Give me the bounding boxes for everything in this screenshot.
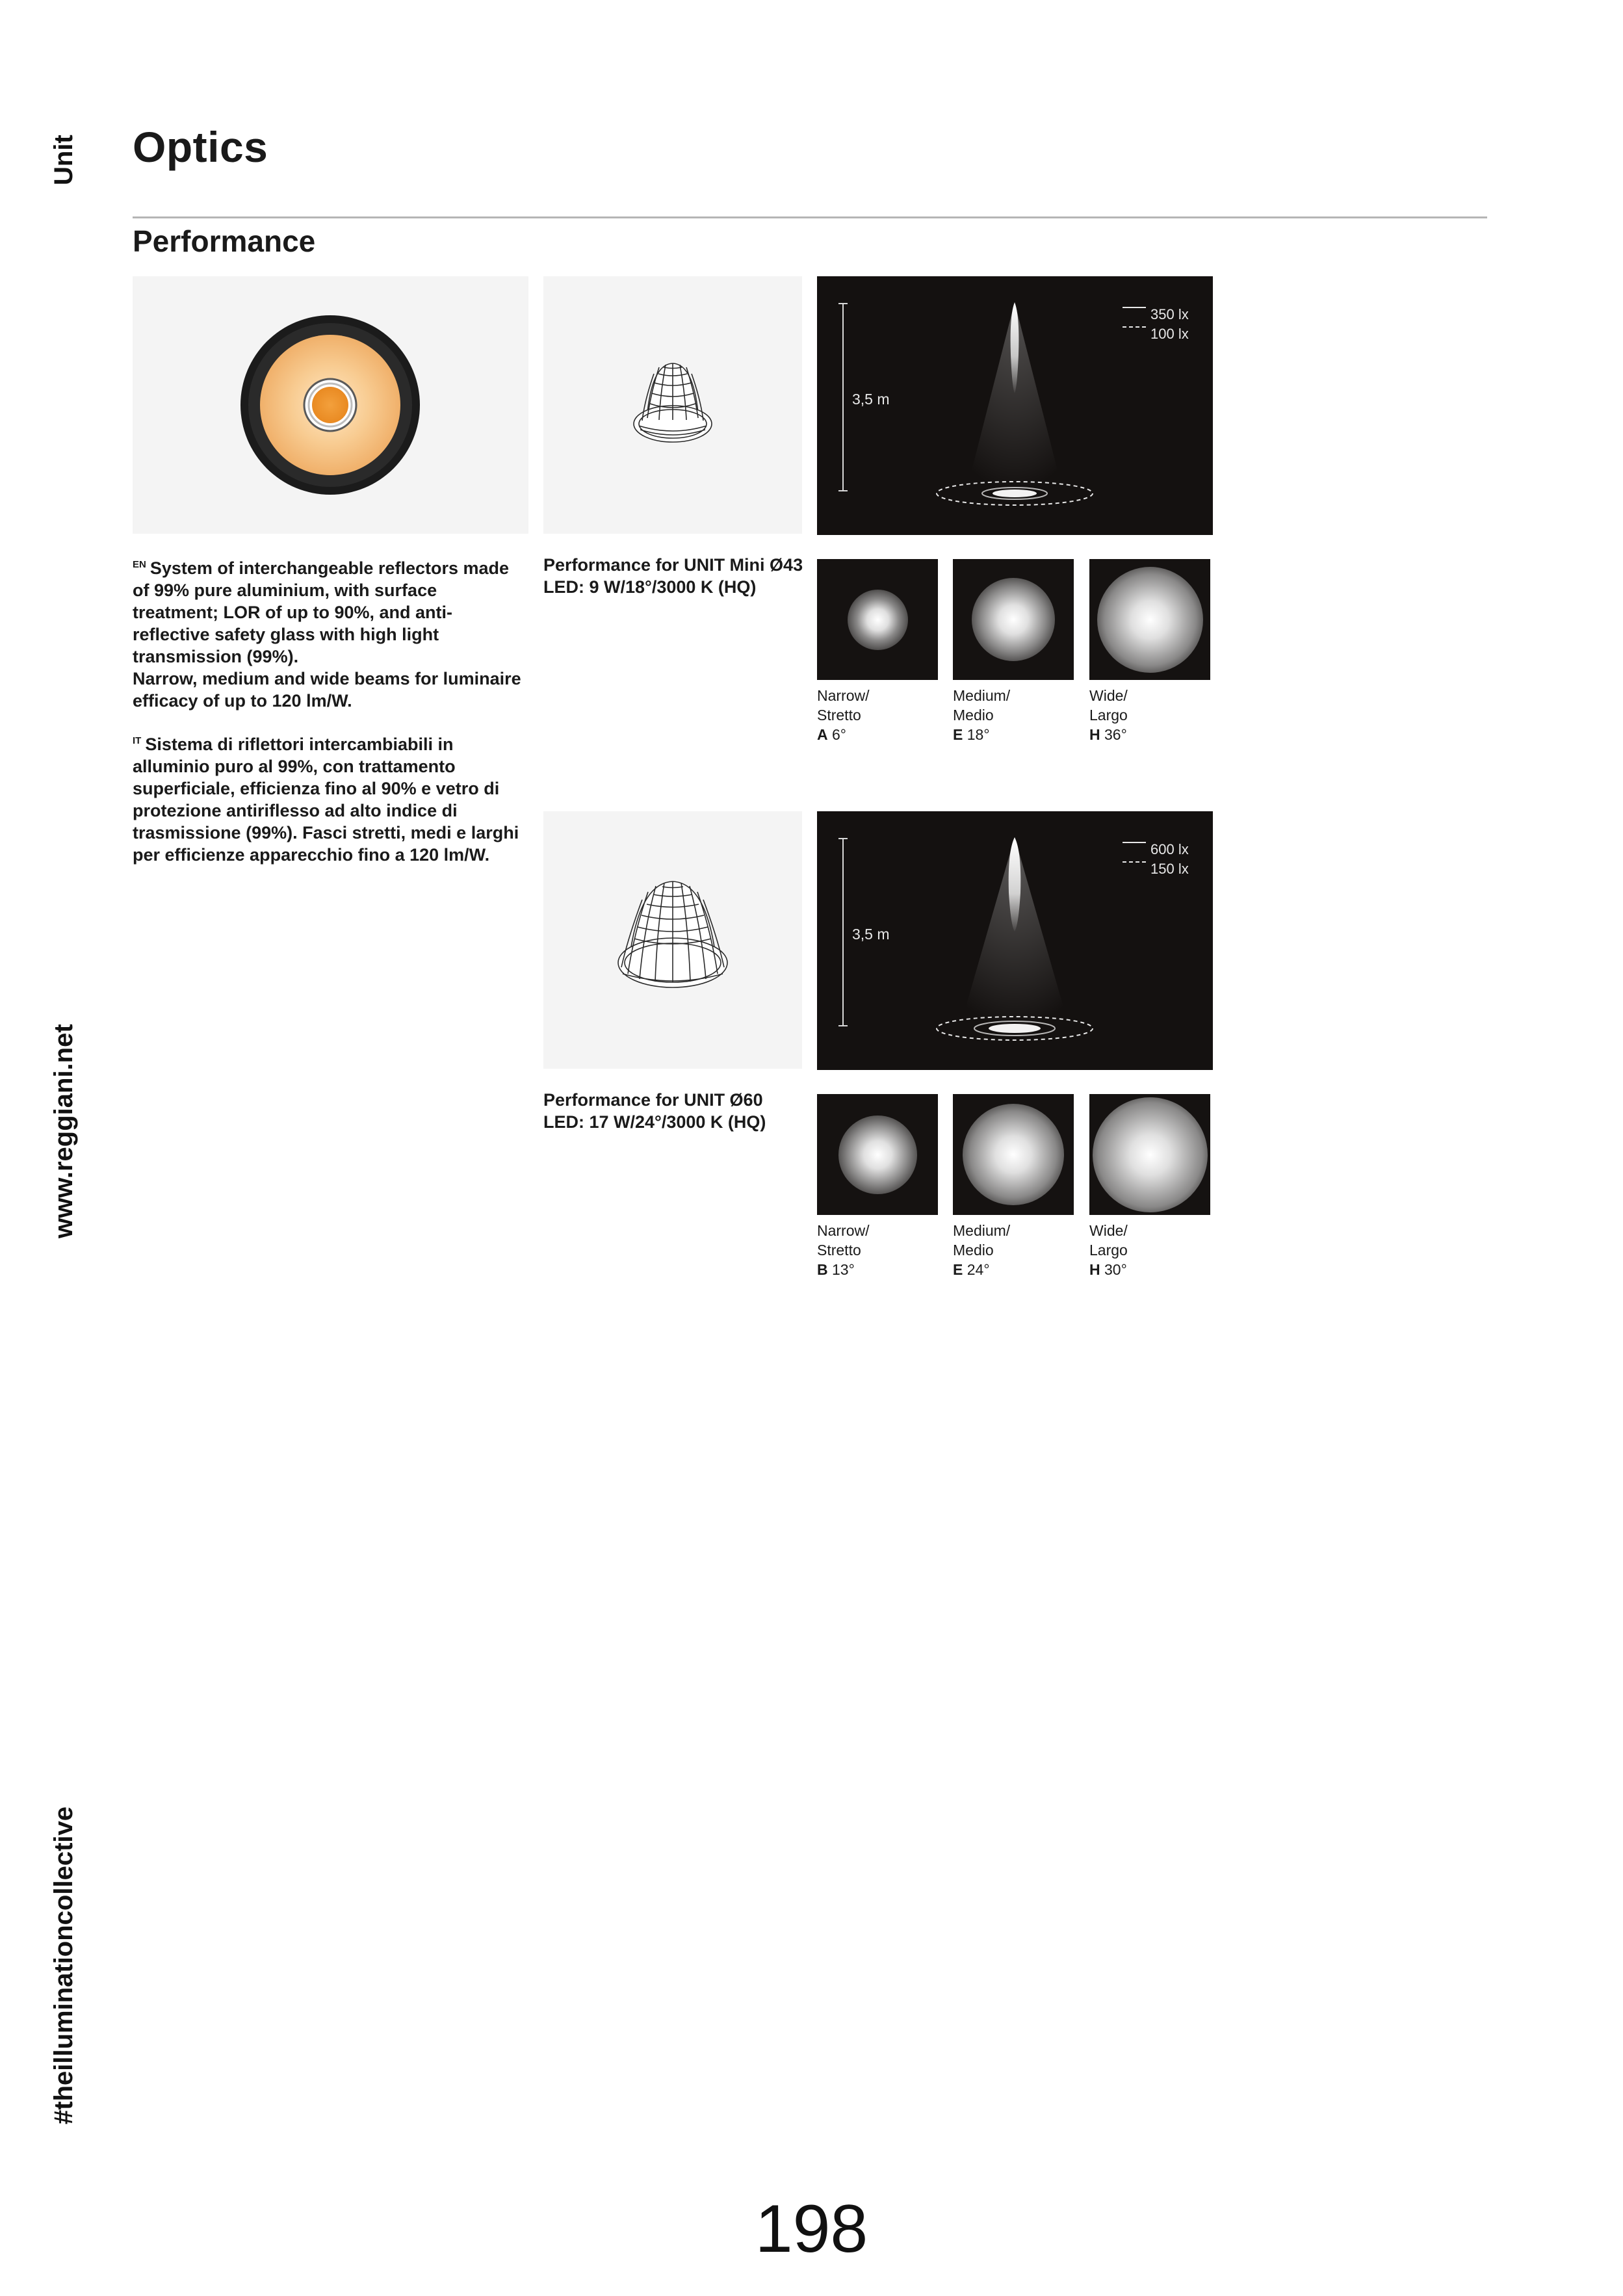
beam-angle: 6° (832, 726, 847, 743)
legend-dashed-line (1123, 861, 1146, 863)
legend-solid-line (1123, 842, 1146, 843)
beam-name-en: Wide/ (1089, 687, 1128, 704)
description-en-p1: System of interchangeable reflectors made of 99% pure aluminium, with surface treatment; LOR of up to 90%, and anti-reflective safety glass with high light transmission (99%). (133, 558, 510, 666)
beam-angle: 30° (1104, 1261, 1127, 1278)
beam-code-angle (817, 725, 870, 744)
description-en (133, 554, 523, 712)
beam-spot-tile (953, 1094, 1074, 1215)
beam-name-it: Stretto (817, 707, 861, 724)
beam-name-it: Largo (1089, 1242, 1128, 1259)
section-subtitle: Performance (133, 224, 316, 258)
legend-dashed-label: 100 lx (1150, 326, 1189, 342)
page-number: 198 (755, 2191, 868, 2267)
beam-spot-tile (1089, 559, 1210, 680)
side-section-label: Unit (49, 135, 78, 185)
beam-spot-tile (953, 559, 1074, 680)
beam-name-it: Medio (953, 707, 994, 724)
legend-dashed-line (1123, 326, 1146, 328)
beam-code: B (817, 1261, 828, 1278)
beam-code-angle (953, 725, 1010, 744)
beam-angle: 18° (967, 726, 990, 743)
beam-code-angle (1089, 1260, 1128, 1279)
beam-spot-tile (817, 1094, 938, 1215)
side-website[interactable]: www.reggiani.net (49, 1024, 78, 1238)
performance-led-spec: LED: 9 W/18°/3000 K (HQ) (543, 577, 757, 597)
legend-solid-label: 600 lx (1150, 841, 1189, 857)
unit-front-image (133, 276, 528, 534)
beam-spot-label (953, 686, 1010, 744)
light-spot (1093, 1097, 1208, 1212)
beam-spot-label (817, 1221, 870, 1279)
distance-label: 3,5 m (852, 391, 890, 408)
title-divider (133, 216, 1487, 218)
description-it (133, 730, 523, 866)
beam-code: A (817, 726, 828, 743)
beam-code-angle (1089, 725, 1128, 744)
beam-code: E (953, 1261, 963, 1278)
beam-angle: 36° (1104, 726, 1127, 743)
distance-label: 3,5 m (852, 926, 890, 943)
beam-code: E (953, 726, 963, 743)
beam-spot-tile (817, 559, 938, 680)
beam-angle: 24° (967, 1261, 990, 1278)
performance-caption-60 (543, 1089, 816, 1133)
beam-name-it: Medio (953, 1242, 994, 1259)
beam-code: H (1089, 1261, 1100, 1278)
light-spot (848, 590, 908, 650)
page-title: Optics (133, 123, 268, 171)
beam-code-angle (817, 1260, 870, 1279)
light-spot (972, 578, 1055, 661)
beam-spot-label (953, 1221, 1010, 1279)
reflector-mini-image (543, 276, 802, 534)
side-hashtag: #theilluminationcollective (49, 1806, 78, 2124)
beam-spot-label (1089, 1221, 1128, 1279)
beam-spot-label (1089, 686, 1128, 744)
description-it-p1: Sistema di riflettori intercambiabili in alluminio puro al 99%, con trattamento superficiale, efficienza fino al 90% e vetro di protezione antiriflesso ad alto indice di trasmissione (99%). Fasci stretti, medi e larghi per efficienze apparecchio fino a 120 lm/W. (133, 735, 519, 865)
beam-name-en: Medium/ (953, 687, 1011, 704)
lang-tag-en: EN (133, 559, 146, 570)
beam-code-angle (953, 1260, 1010, 1279)
light-spot (838, 1115, 917, 1194)
beam-name-en: Narrow/ (817, 687, 870, 704)
lang-tag-it: IT (133, 735, 142, 746)
beam-name-en: Medium/ (953, 1222, 1011, 1239)
beam-diagram-60 (817, 811, 1213, 1070)
performance-title: Performance for UNIT Ø60 (543, 1090, 763, 1110)
reflector-60-image (543, 811, 802, 1069)
legend-solid-label: 350 lx (1150, 306, 1189, 322)
beam-name-it: Stretto (817, 1242, 861, 1259)
light-spot (963, 1104, 1064, 1205)
legend-solid-line (1123, 307, 1146, 308)
beam-diagram-mini (817, 276, 1213, 535)
beam-code: H (1089, 726, 1100, 743)
beam-angle: 13° (832, 1261, 855, 1278)
beam-name-it: Largo (1089, 707, 1128, 724)
beam-name-en: Narrow/ (817, 1222, 870, 1239)
legend-dashed-label: 150 lx (1150, 861, 1189, 877)
beam-name-en: Wide/ (1089, 1222, 1128, 1239)
beam-spot-tile (1089, 1094, 1210, 1215)
beam-spot-label (817, 686, 870, 744)
performance-caption-mini (543, 554, 816, 598)
light-spot (1097, 567, 1203, 673)
description-en-p2: Narrow, medium and wide beams for luminaire efficacy of up to 120 lm/W. (133, 669, 521, 711)
performance-title: Performance for UNIT Mini Ø43 (543, 555, 803, 575)
performance-led-spec: LED: 17 W/24°/3000 K (HQ) (543, 1112, 766, 1132)
